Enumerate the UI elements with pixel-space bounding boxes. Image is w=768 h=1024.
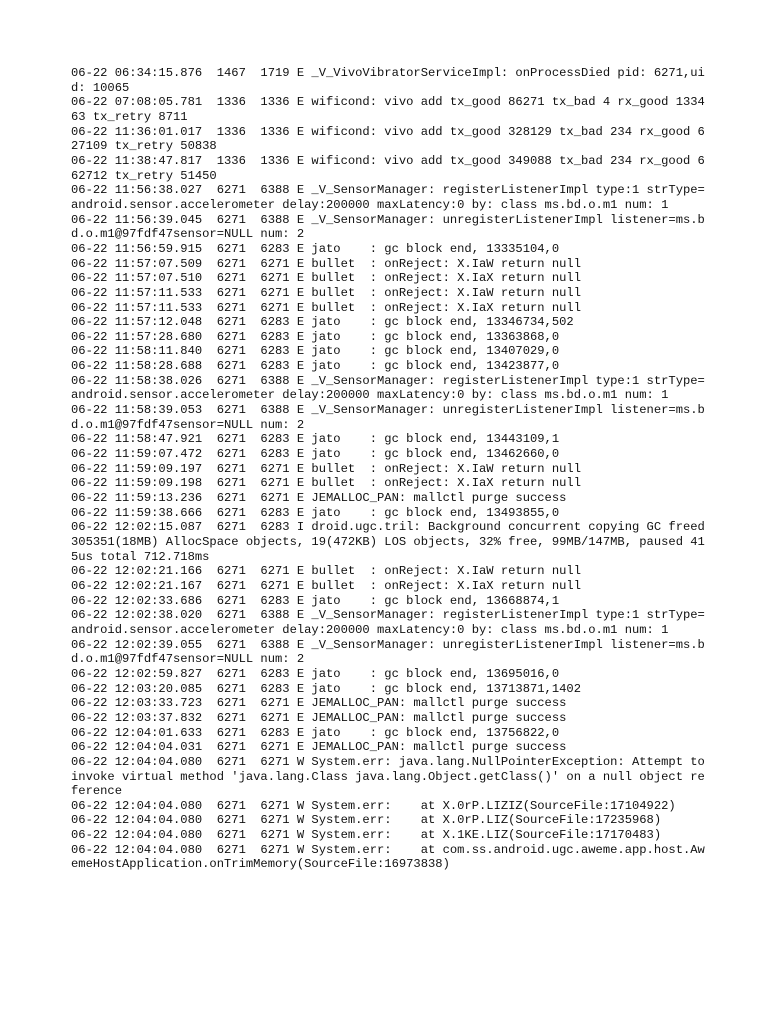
log-line: 06-22 07:08:05.781 1336 1336 E wificond: vivo add tx_good 86271 tx_bad 4 rx_good 133463 tx_retry 8711 <box>71 95 705 124</box>
log-line: 06-22 12:04:04.080 6271 6271 W System.err: at X.1KE.LIZ(SourceFile:17170483) <box>71 828 662 843</box>
log-line: 06-22 11:57:11.533 6271 6271 E bullet : onReject: X.IaX return null <box>71 300 581 315</box>
log-line: 06-22 12:02:39.055 6271 6388 E _V_SensorManager: unregisterListenerImpl listener=ms.bd.o.m1@97fdf47sensor=NULL num: 2 <box>71 637 705 667</box>
log-line: 06-22 11:58:39.053 6271 6388 E _V_SensorManager: unregisterListenerImpl listener=ms.bd.o.m1@97fdf47sensor=NULL num: 2 <box>71 403 705 432</box>
log-line: 06-22 11:56:59.915 6271 6283 E jato : gc block end, 13335104,0 <box>71 241 560 256</box>
log-line: 06-22 11:59:09.197 6271 6271 E bullet : onReject: X.IaW return null <box>71 461 581 476</box>
log-line: 06-22 12:03:37.832 6271 6271 E JEMALLOC_PAN: mallctl purge success <box>71 710 567 725</box>
log-line: 06-22 11:59:07.472 6271 6283 E jato : gc block end, 13462660,0 <box>71 447 560 462</box>
log-line: 06-22 12:04:04.080 6271 6271 W System.err: at X.0rP.LIZIZ(SourceFile:17104922) <box>71 798 676 813</box>
log-line: 06-22 11:59:09.198 6271 6271 E bullet : onReject: X.IaX return null <box>71 476 581 491</box>
log-line: 06-22 12:02:15.087 6271 6283 I droid.ugc.tril: Background concurrent copying GC freed 305351(18MB) AllocSpace objects, 19(472KB) LOS objects, 32% free, 99MB/147MB, paused 415us total 712.718ms <box>71 520 713 564</box>
log-line: 06-22 12:02:38.020 6271 6388 E _V_SensorManager: registerListenerImpl type:1 strType=android.sensor.accelerometer delay:200000 maxLatency:0 by: class ms.bd.o.m1 num: 1 <box>71 608 705 637</box>
log-line: 06-22 11:58:47.921 6271 6283 E jato : gc block end, 13443109,1 <box>71 432 560 447</box>
log-line: 06-22 12:04:04.080 6271 6271 W System.err: at com.ss.android.ugc.aweme.app.host.AwemeHostApplication.onTrimMemory(SourceFile:16973838) <box>71 842 705 872</box>
log-line: 06-22 12:02:21.166 6271 6271 E bullet : onReject: X.IaW return null <box>71 564 581 579</box>
log-line: 06-22 12:04:04.080 6271 6271 W System.err: java.lang.NullPointerException: Attempt to invoke virtual method 'java.lang.Class java.lang.Object.getClass()' on a null object reference <box>71 754 713 799</box>
log-line: 06-22 06:34:15.876 1467 1719 E _V_VivoVibratorServiceImpl: onProcessDied pid: 6271,uid: 10065 <box>71 66 705 95</box>
log-line: 06-22 12:04:04.080 6271 6271 W System.err: at X.0rP.LIZ(SourceFile:17235968) <box>71 813 662 828</box>
log-line: 06-22 12:03:33.723 6271 6271 E JEMALLOC_PAN: mallctl purge success <box>71 696 567 711</box>
log-line: 06-22 12:03:20.085 6271 6283 E jato : gc block end, 13713871,1402 <box>71 681 581 696</box>
log-line: 06-22 11:59:38.666 6271 6283 E jato : gc block end, 13493855,0 <box>71 505 560 520</box>
log-line: 06-22 11:57:07.510 6271 6271 E bullet : onReject: X.IaX return null <box>71 271 581 286</box>
log-line: 06-22 11:59:13.236 6271 6271 E JEMALLOC_PAN: mallctl purge success <box>71 491 567 506</box>
log-line: 06-22 11:38:47.817 1336 1336 E wificond: vivo add tx_good 349088 tx_bad 234 rx_good 662712 tx_retry 51450 <box>71 153 705 183</box>
log-line: 06-22 11:56:38.027 6271 6388 E _V_SensorManager: registerListenerImpl type:1 strType=android.sensor.accelerometer delay:200000 maxLatency:0 by: class ms.bd.o.m1 num: 1 <box>71 183 705 212</box>
log-line: 06-22 12:04:01.633 6271 6283 E jato : gc block end, 13756822,0 <box>71 725 560 740</box>
log-line: 06-22 11:56:39.045 6271 6388 E _V_SensorManager: unregisterListenerImpl listener=ms.bd.o.m1@97fdf47sensor=NULL num: 2 <box>71 212 705 242</box>
log-line: 06-22 11:57:28.680 6271 6283 E jato : gc block end, 13363868,0 <box>71 329 560 344</box>
log-line: 06-22 11:57:11.533 6271 6271 E bullet : onReject: X.IaW return null <box>71 285 581 300</box>
log-line: 06-22 11:58:11.840 6271 6283 E jato : gc block end, 13407029,0 <box>71 344 560 359</box>
log-text <box>71 66 711 872</box>
log-line: 06-22 12:02:59.827 6271 6283 E jato : gc block end, 13695016,0 <box>71 666 560 681</box>
log-line: 06-22 11:57:12.048 6271 6283 E jato : gc block end, 13346734,502 <box>71 315 574 330</box>
log-line: 06-22 12:04:04.031 6271 6271 E JEMALLOC_PAN: mallctl purge success <box>71 740 567 755</box>
log-line: 06-22 11:36:01.017 1336 1336 E wificond: vivo add tx_good 328129 tx_bad 234 rx_good 627109 tx_retry 50838 <box>71 124 705 154</box>
log-line: 06-22 11:58:28.688 6271 6283 E jato : gc block end, 13423877,0 <box>71 359 560 374</box>
log-line: 06-22 12:02:33.686 6271 6283 E jato : gc block end, 13668874,1 <box>71 593 560 608</box>
log-line: 06-22 11:57:07.509 6271 6271 E bullet : onReject: X.IaW return null <box>71 256 581 271</box>
log-line: 06-22 12:02:21.167 6271 6271 E bullet : onReject: X.IaX return null <box>71 578 581 593</box>
log-line: 06-22 11:58:38.026 6271 6388 E _V_SensorManager: registerListenerImpl type:1 strType=android.sensor.accelerometer delay:200000 maxLatency:0 by: class ms.bd.o.m1 num: 1 <box>71 373 705 403</box>
